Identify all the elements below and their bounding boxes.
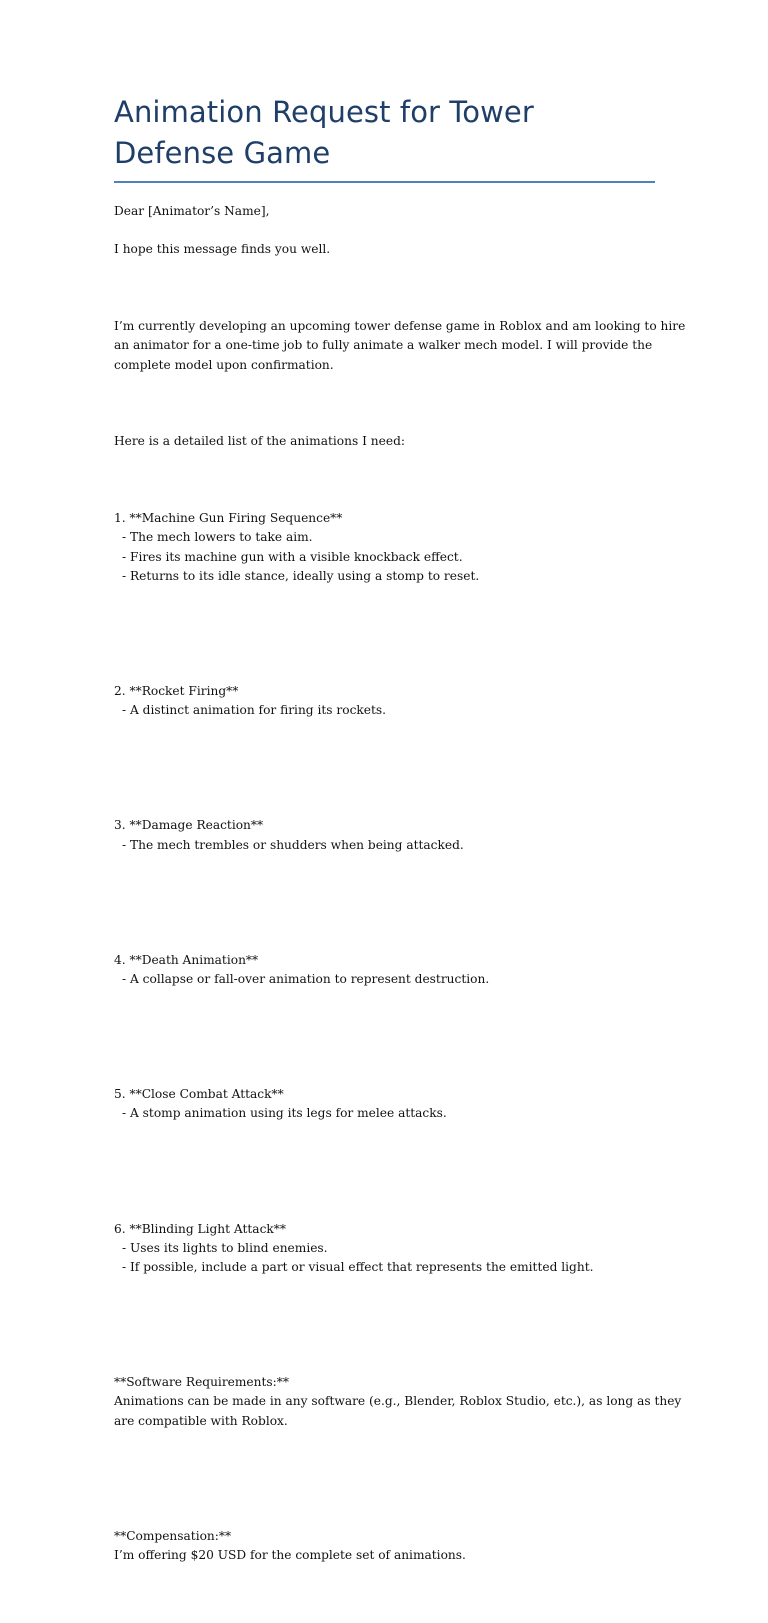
software-heading: **Software Requirements:** [114,1375,289,1390]
animation-heading: 1. **Machine Gun Firing Sequence** [114,511,343,526]
compensation-heading: **Compensation:** [114,1528,232,1543]
animation-heading: 2. **Rocket Firing** [114,684,239,698]
animation-heading: 5. **Close Combat Attack** [114,1087,284,1102]
animation-detail: - The mech trembles or shudders when being attacked. [122,837,464,852]
list-intro: Here is a detailed list of the animations I need: [114,434,405,449]
animation-heading: 3. **Damage Reaction** [114,818,264,833]
animation-heading: 4. **Death Animation** [114,952,259,967]
animation-item [114,1181,655,1315]
software-section [114,1335,682,1469]
animation-item [114,912,655,1027]
animation-detail: - Returns to its idle stance, ideally using a stomp to reset. [122,568,480,583]
intro-line: I’m currently developing an upcoming tower defense game in Roblox and am looking to hire [114,319,686,334]
compensation-text: I’m offering $20 USD for the complete set of animations. [114,1548,466,1563]
software-line: Animations can be made in any software (e.g., Blender, Roblox Studio, etc.), as long as they [114,1394,682,1409]
document-page [114,92,686,1623]
animation-detail: - Uses its lights to blind enemies. [122,1240,328,1255]
animation-item [114,471,655,625]
compensation-section [114,1488,655,1603]
intro-paragraph [114,279,686,413]
intro-line: an animator for a one-time job to fully animate a walker mech model. I will provide the [114,338,653,353]
animation-detail: - Fires its machine gun with a visible knockback effect. [122,549,463,564]
opening-line: I hope this message finds you well. [114,242,331,257]
animation-heading: 6. **Blinding Light Attack** [114,1221,286,1236]
animation-detail: - A collapse or fall-over animation to represent destruction. [122,972,490,987]
animation-item [114,1047,655,1162]
title-divider [114,181,655,183]
animation-detail: - A distinct animation for firing its rockets. [122,703,387,718]
animation-detail: - A stomp animation using its legs for melee attacks. [122,1106,447,1121]
animation-detail: - The mech lowers to take aim. [122,530,313,545]
document-title: Animation Request for Tower Defense Game [114,95,534,170]
intro-line: complete model upon confirmation. [114,357,334,372]
animation-item [114,778,655,893]
software-line: are compatible with Roblox. [114,1413,288,1428]
document-body [114,202,686,1604]
animation-detail: - If possible, include a part or visual effect that represents the emitted light. [122,1260,594,1275]
animation-item [114,644,655,759]
greeting: Dear [Animator’s Name], [114,204,270,218]
